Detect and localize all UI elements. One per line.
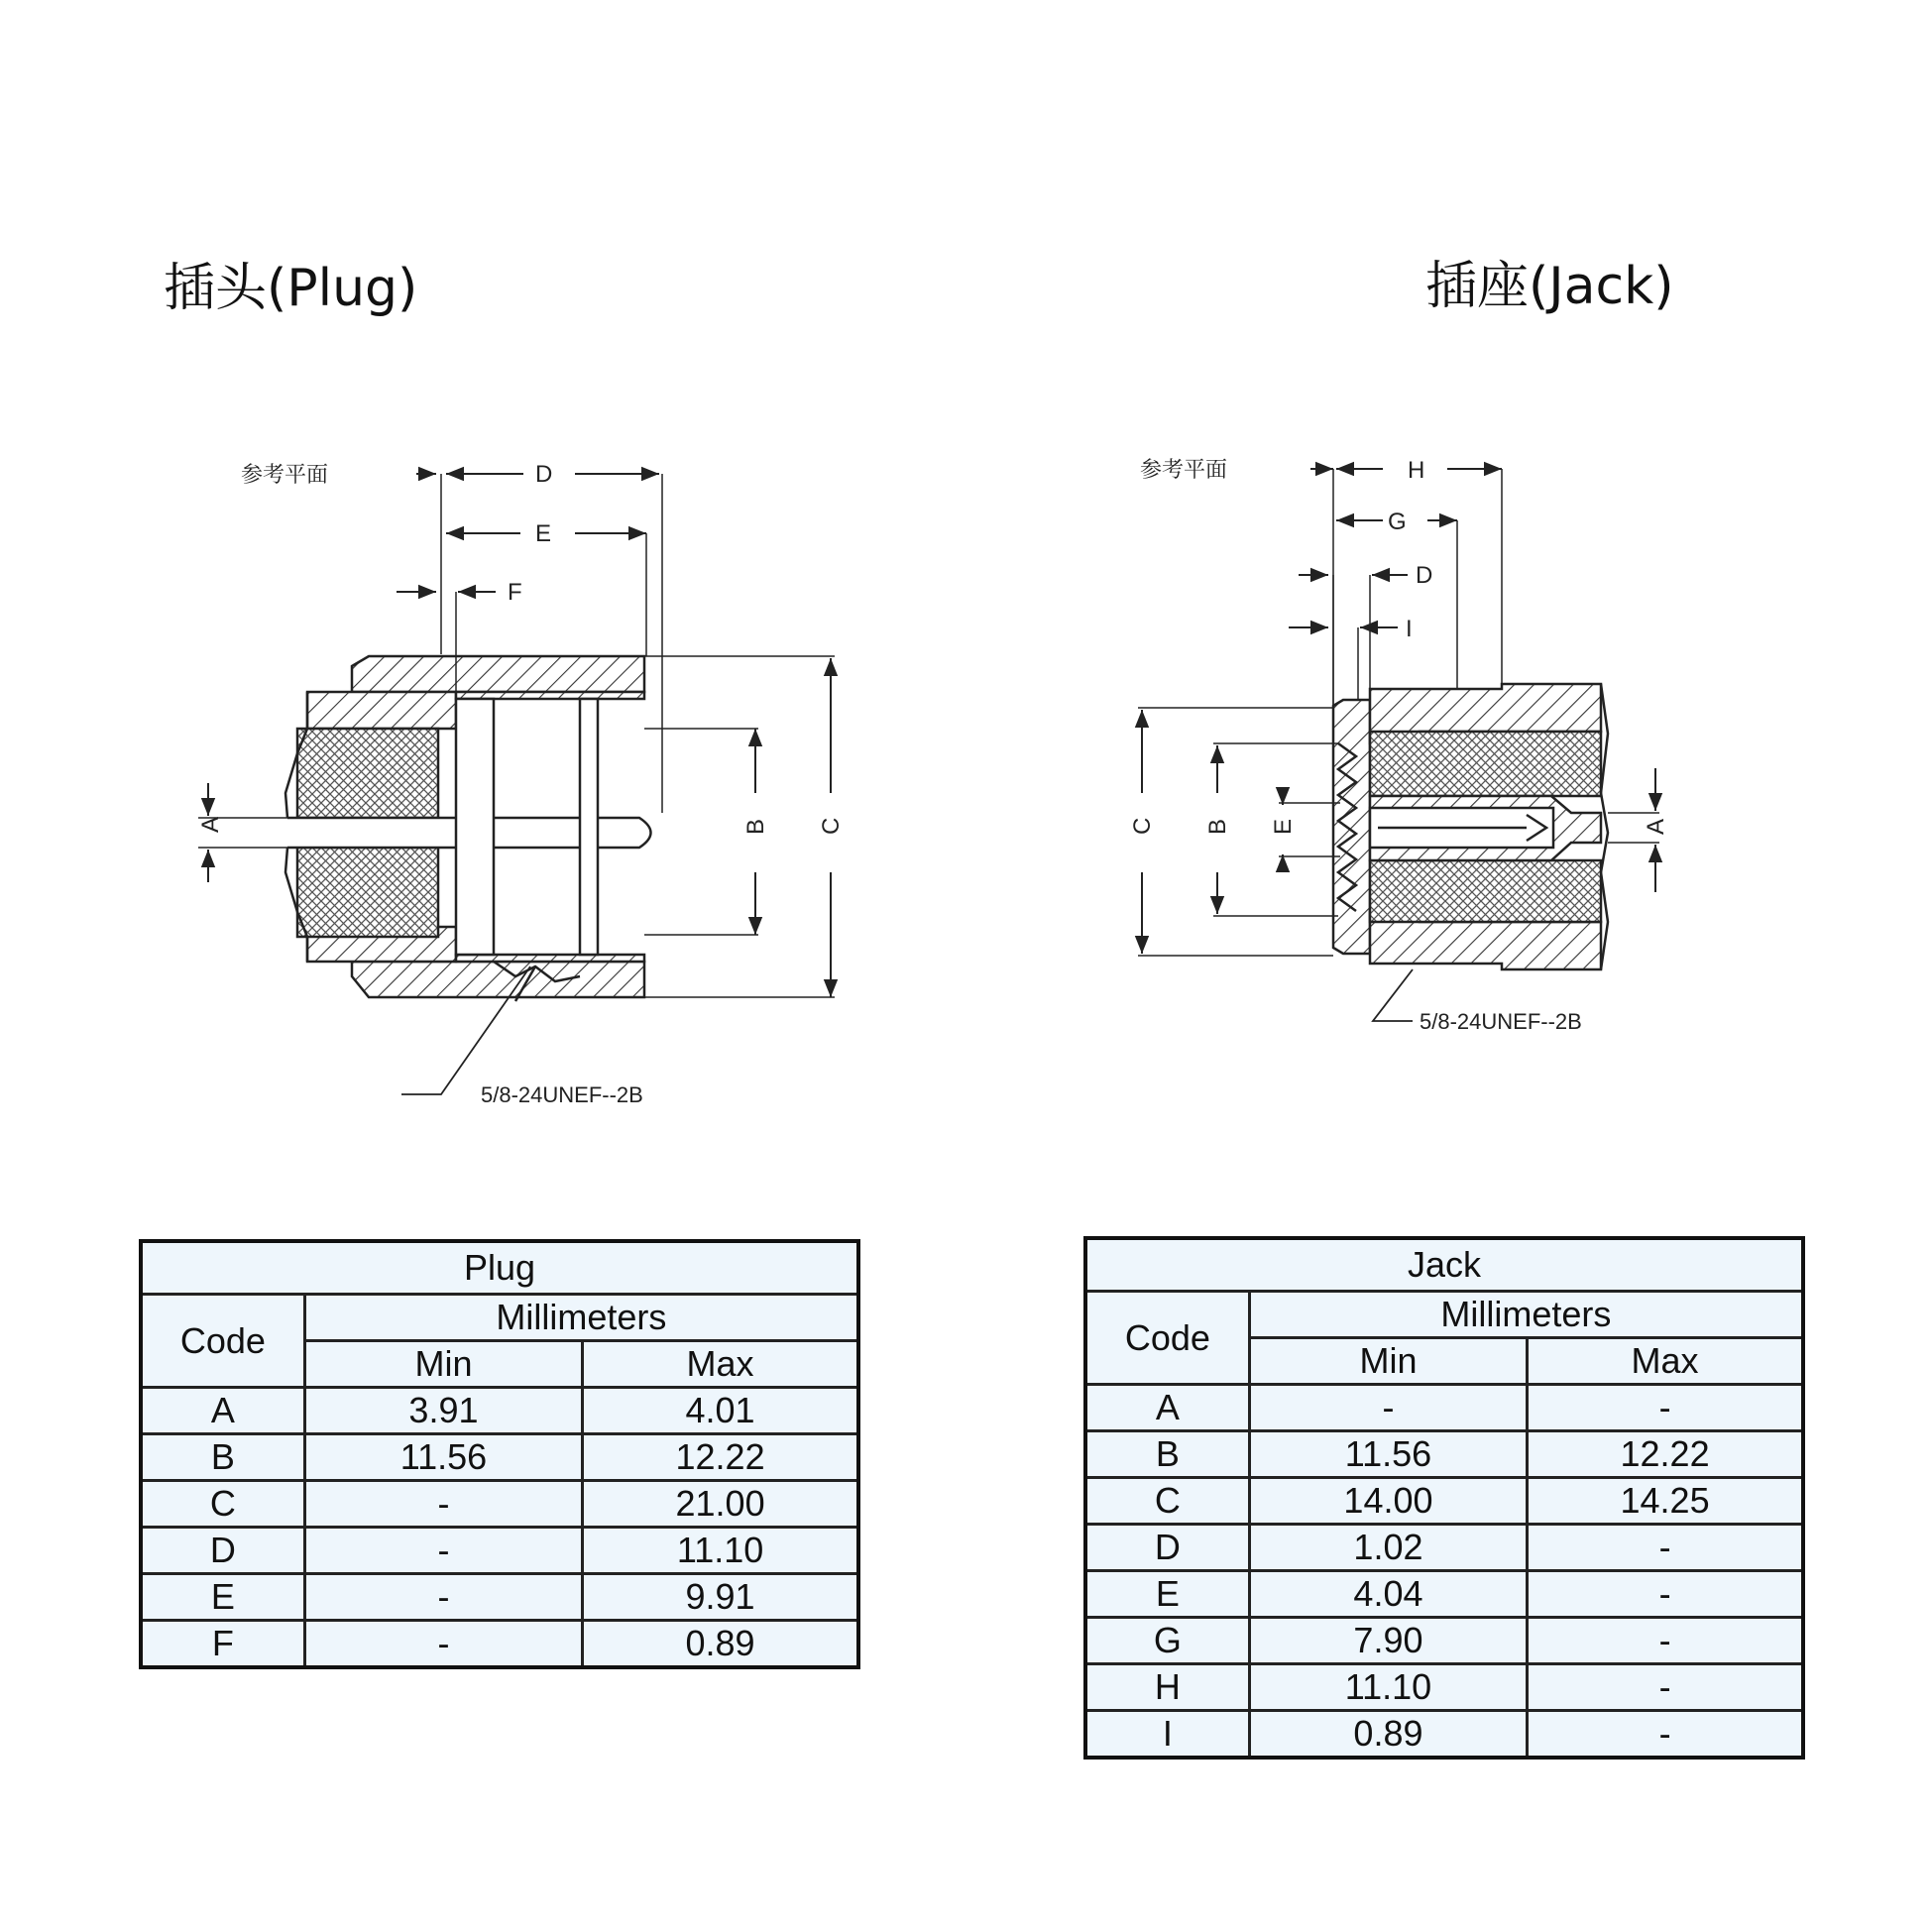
plug-dielectric-top	[297, 729, 438, 818]
jack-label-H: H	[1408, 457, 1425, 484]
cell-max: -	[1528, 1525, 1803, 1571]
cell-code: D	[141, 1528, 304, 1574]
cell-code: H	[1085, 1664, 1249, 1711]
plug-thread-label: 5/8-24UNEF--2B	[481, 1082, 643, 1107]
table-row	[141, 1434, 858, 1481]
cell-max: -	[1528, 1385, 1803, 1431]
jack-label-C: C	[1129, 817, 1156, 835]
cell-min: -	[304, 1528, 582, 1574]
table-row	[1085, 1618, 1803, 1664]
jack-drawing	[1138, 469, 1659, 1021]
table-row	[141, 1574, 858, 1621]
cell-max: 12.22	[583, 1434, 858, 1481]
cell-code: B	[141, 1434, 304, 1481]
table-row	[141, 1481, 858, 1528]
jack-dielectric-bottom	[1370, 860, 1601, 922]
cell-code: G	[1085, 1618, 1249, 1664]
cell-min: 14.00	[1249, 1478, 1527, 1525]
table-row	[141, 1528, 858, 1574]
plug-table-code-header: Code	[141, 1295, 304, 1388]
cell-min: -	[304, 1481, 582, 1528]
cell-max: -	[1528, 1571, 1803, 1618]
jack-dim-G	[1336, 520, 1457, 689]
jack-label-I: I	[1406, 616, 1413, 642]
table-row	[1085, 1571, 1803, 1618]
plug-label-D: D	[535, 461, 553, 488]
jack-thread-label: 5/8-24UNEF--2B	[1420, 1009, 1582, 1034]
cell-max: 21.00	[583, 1481, 858, 1528]
cell-max: 12.22	[1528, 1431, 1803, 1478]
cell-code: I	[1085, 1711, 1249, 1759]
jack-table-code-header: Code	[1085, 1292, 1249, 1385]
jack-table-max-header: Max	[1528, 1338, 1803, 1385]
jack-thread-leader	[1373, 969, 1413, 1021]
jack-label-A: A	[1643, 818, 1669, 835]
cell-min: -	[1249, 1385, 1527, 1431]
cell-max: 0.89	[583, 1621, 858, 1668]
jack-dielectric-top	[1370, 732, 1601, 796]
cell-min: 3.91	[304, 1388, 582, 1434]
cell-max: 14.25	[1528, 1478, 1803, 1525]
plug-label-E: E	[535, 520, 552, 547]
plug-title: 插头(Plug)	[164, 259, 418, 318]
plug-table-min-header: Min	[304, 1341, 582, 1388]
cell-code: A	[141, 1388, 304, 1434]
cell-min: 1.02	[1249, 1525, 1527, 1571]
cell-code: B	[1085, 1431, 1249, 1478]
plug-table-title: Plug	[141, 1241, 858, 1295]
jack-table-title: Jack	[1085, 1238, 1803, 1292]
cell-code: D	[1085, 1525, 1249, 1571]
cell-code: C	[1085, 1478, 1249, 1525]
cell-max: 11.10	[583, 1528, 858, 1574]
plug-table-rows	[141, 1388, 858, 1668]
table-row	[141, 1621, 858, 1668]
cell-min: 11.10	[1249, 1664, 1527, 1711]
cell-min: 11.56	[1249, 1431, 1527, 1478]
plug-dim-C	[644, 656, 835, 997]
cell-min: -	[304, 1621, 582, 1668]
cell-code: A	[1085, 1385, 1249, 1431]
cell-max: -	[1528, 1711, 1803, 1759]
plug-label-A: A	[197, 816, 224, 833]
cell-min: -	[304, 1574, 582, 1621]
jack-flange	[1333, 700, 1370, 954]
plug-coupling-nut-top	[352, 656, 644, 692]
table-row	[1085, 1478, 1803, 1525]
cell-code: E	[1085, 1571, 1249, 1618]
jack-label-D: D	[1416, 562, 1433, 589]
plug-label-C: C	[818, 817, 845, 835]
plug-label-F: F	[508, 579, 522, 606]
table-row	[141, 1388, 858, 1434]
jack-table-rows	[1085, 1385, 1803, 1759]
jack-ref-plane-label: 参考平面	[1140, 457, 1228, 482]
jack-dim-C	[1138, 708, 1333, 956]
jack-title: 插座(Jack)	[1425, 257, 1674, 316]
table-row	[1085, 1711, 1803, 1759]
table-row	[1085, 1525, 1803, 1571]
plug-label-B: B	[742, 818, 769, 835]
cell-min: 0.89	[1249, 1711, 1527, 1759]
jack-label-B: B	[1204, 818, 1231, 835]
cell-max: 9.91	[583, 1574, 858, 1621]
jack-label-E: E	[1270, 818, 1297, 835]
plug-ref-plane-label: 参考平面	[241, 462, 329, 487]
plug-coupling-nut-bottom	[352, 962, 644, 997]
jack-table	[1083, 1236, 1805, 1760]
plug-dim-E	[446, 533, 646, 656]
jack-table-min-header: Min	[1249, 1338, 1527, 1385]
table-row	[1085, 1664, 1803, 1711]
jack-dim-H	[1310, 469, 1502, 706]
table-row	[1085, 1431, 1803, 1478]
cell-min: 7.90	[1249, 1618, 1527, 1664]
cell-max: -	[1528, 1664, 1803, 1711]
plug-table-unit-header: Millimeters	[304, 1295, 858, 1341]
cell-min: 11.56	[304, 1434, 582, 1481]
cell-max: 4.01	[583, 1388, 858, 1434]
cell-min: 4.04	[1249, 1571, 1527, 1618]
jack-dim-D	[1299, 575, 1408, 706]
plug-table-max-header: Max	[583, 1341, 858, 1388]
jack-label-G: G	[1388, 509, 1407, 535]
cell-code: E	[141, 1574, 304, 1621]
cell-code: F	[141, 1621, 304, 1668]
jack-table-unit-header: Millimeters	[1249, 1292, 1803, 1338]
plug-dielectric-bottom	[297, 848, 438, 937]
plug-drawing	[198, 474, 835, 1094]
cell-max: -	[1528, 1618, 1803, 1664]
plug-body-top	[307, 692, 456, 729]
plug-table	[139, 1239, 860, 1669]
cell-code: C	[141, 1481, 304, 1528]
table-row	[1085, 1385, 1803, 1431]
